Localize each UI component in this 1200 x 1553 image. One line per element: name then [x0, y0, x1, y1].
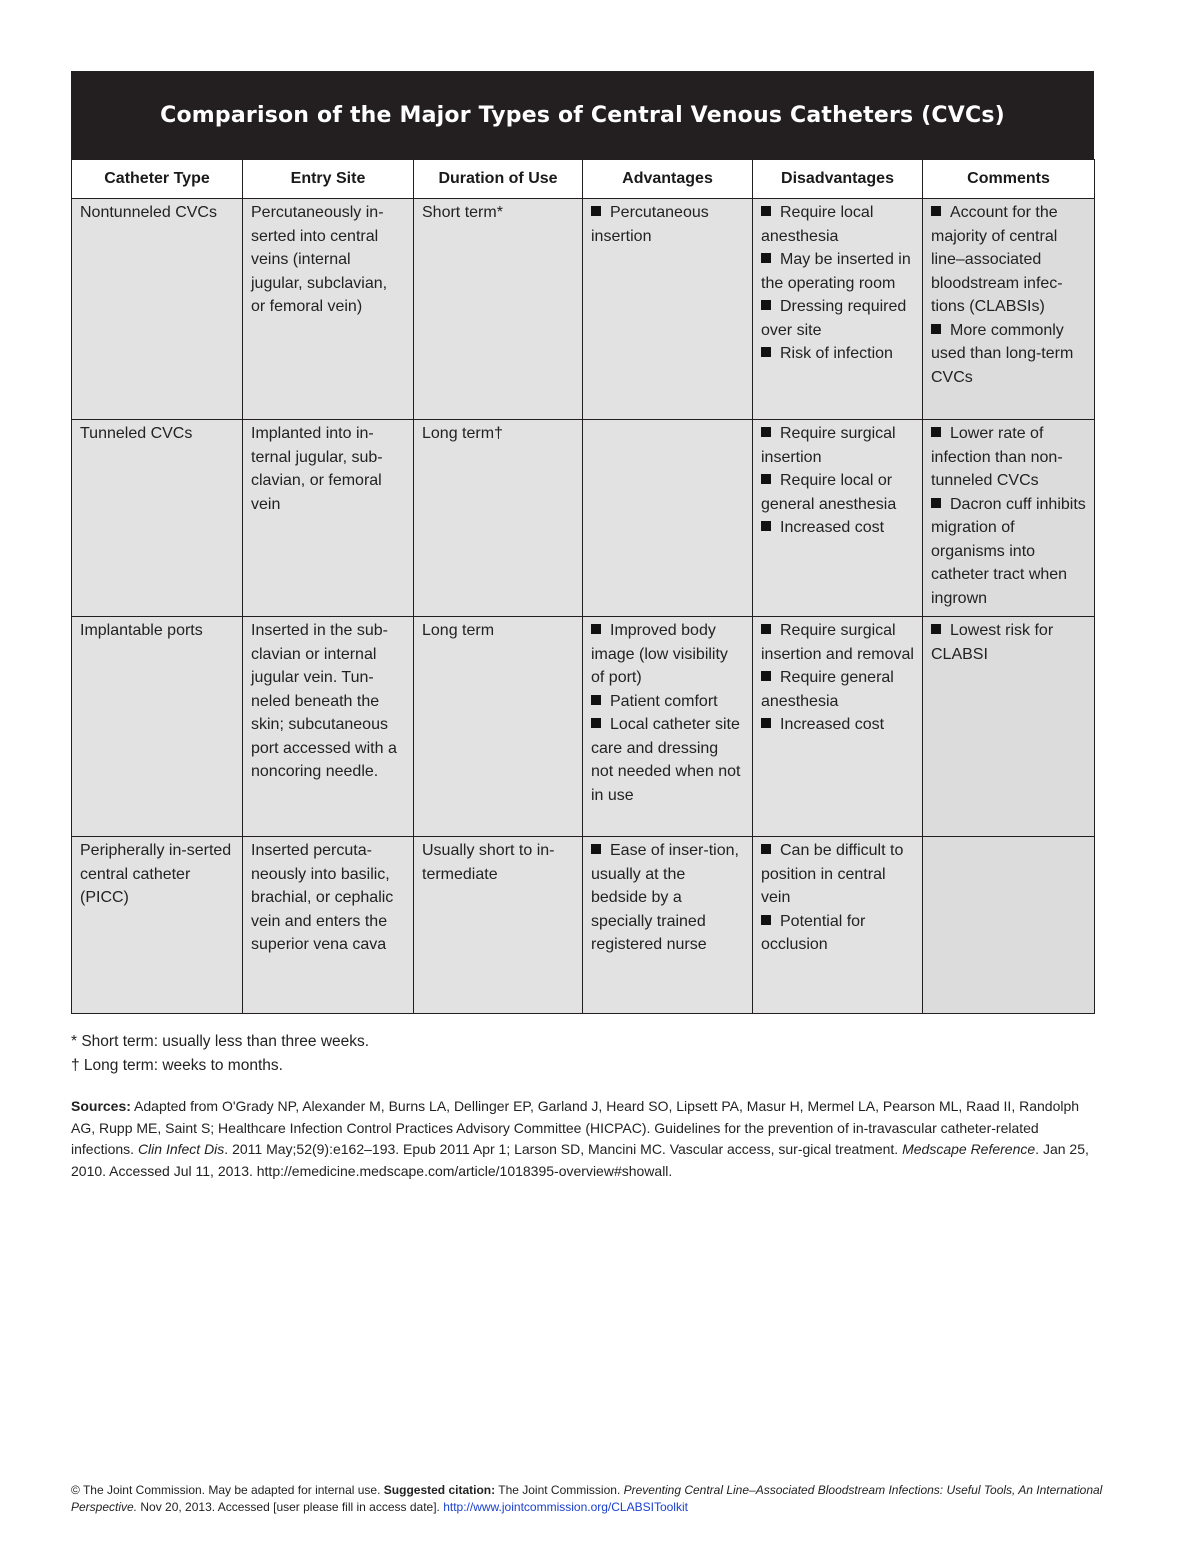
cell-comments: [923, 617, 1095, 837]
table-row: [72, 617, 1095, 837]
sources-label: Sources:: [71, 1098, 131, 1114]
cell-duration: Short term*: [414, 199, 583, 420]
citation-label: Suggested citation:: [383, 1483, 496, 1497]
toolkit-link[interactable]: http://www.jointcommission.org/CLABSIToolkit: [443, 1500, 688, 1514]
bullet-item: Lowest risk for CLABSI: [931, 622, 1054, 663]
sources-journal: Clin Infect Dis: [137, 1141, 225, 1157]
bullet-item: Local catheter site care and dressing not needed when not in use: [591, 716, 741, 804]
square-bullet-icon: [761, 347, 771, 357]
square-bullet-icon: [761, 718, 771, 728]
cell-advantages: [583, 199, 753, 420]
comparison-table: [71, 159, 1095, 1014]
sources-text: . Jan 25, 2010. Accessed Jul 11, 2013. http://emedicine.medscape.com/article/1018395-overview#showall.: [71, 1141, 1089, 1179]
page-title: Comparison of the Major Types of Central Venous Catheters (CVCs): [160, 102, 1005, 128]
square-bullet-icon: [591, 844, 601, 854]
header-comments: Comments: [923, 160, 1095, 199]
bullet-item: Require local or general anesthesia: [761, 472, 897, 513]
copyright-text: © The Joint Commission. May be adapted for internal use.: [71, 1483, 384, 1497]
cell-catheter-type: Peripherally in-serted central catheter (PICC): [72, 837, 243, 1014]
title-bar: [71, 71, 1094, 159]
bullet-item: Lower rate of infection than non-tunneled CVCs: [931, 425, 1063, 489]
bullet-item: Require surgical insertion: [761, 425, 896, 466]
footer-citation: [71, 1482, 1121, 1516]
cell-catheter-type: Tunneled CVCs: [72, 420, 243, 617]
header-entry-site: Entry Site: [243, 160, 414, 199]
footnote-short-term: * Short term: usually less than three weeks.: [71, 1033, 370, 1050]
bullet-item: Increased cost: [761, 516, 914, 540]
header-duration: Duration of Use: [414, 160, 583, 199]
cell-catheter-type: Nontunneled CVCs: [72, 199, 243, 420]
bullet-item: Can be difficult to position in central vein: [761, 842, 904, 906]
bullet-item: More commonly used than long-term CVCs: [931, 321, 1074, 386]
bullet-item: Potential for occlusion: [761, 912, 866, 953]
square-bullet-icon: [931, 427, 941, 437]
cell-entry-site: Percutaneously in-serted into central veins (internal jugular, subclavian, or femoral vein): [243, 199, 414, 420]
square-bullet-icon: [591, 624, 601, 634]
bullet-item: Increased cost: [761, 713, 914, 737]
square-bullet-icon: [761, 624, 771, 634]
square-bullet-icon: [931, 324, 941, 334]
bullet-item: Dacron cuff inhibits migration of organisms into catheter tract when ingrown: [931, 495, 1086, 607]
cell-duration: Usually short to in-termediate: [414, 837, 583, 1014]
square-bullet-icon: [761, 300, 771, 310]
cell-advantages: [583, 420, 753, 617]
square-bullet-icon: [591, 206, 601, 216]
cell-comments: [923, 837, 1095, 1014]
square-bullet-icon: [761, 521, 771, 531]
square-bullet-icon: [591, 695, 601, 705]
square-bullet-icon: [761, 206, 771, 216]
cell-disadvantages: [753, 420, 923, 617]
cell-entry-site: Implanted into in-ternal jugular, sub-clavian, or femoral vein: [243, 420, 414, 617]
cell-duration: Long term†: [414, 420, 583, 617]
cell-advantages: [583, 837, 753, 1014]
sources-text: Adapted from O'Grady NP, Alexander M, Burns LA, Dellinger EP, Garland J, Heard SO, Lipsett PA, Masur H, Mermel LA, Pearson ML, Raad II, Randolph AG, Rupp ME, Saint S; Healthcare Infection Control Practices Advisory Committee (HICPAC). Guidelines for the prevention of in-travascular catheter-related infections.: [71, 1098, 1080, 1157]
cell-advantages: [583, 617, 753, 837]
bullet-item: Risk of infection: [761, 342, 914, 366]
square-bullet-icon: [931, 624, 941, 634]
square-bullet-icon: [761, 474, 771, 484]
square-bullet-icon: [761, 671, 771, 681]
sources-reference: Medscape Reference: [902, 1141, 1036, 1157]
square-bullet-icon: [931, 206, 941, 216]
table-row: [72, 199, 1095, 420]
bullet-item: Require local anesthesia: [761, 204, 874, 245]
cell-comments: [923, 199, 1095, 420]
citation-org: The Joint Commission.: [495, 1483, 624, 1497]
citation-title: Preventing Central Line–Associated Bloodstream Infections: Useful Tools, An International Perspective.: [71, 1483, 1103, 1514]
citation-rest: Nov 20, 2013. Accessed [user please fill in access date].: [137, 1500, 444, 1514]
cell-comments: [923, 420, 1095, 617]
bullet-item: Dressing required over site: [761, 298, 907, 339]
footnote-long-term: † Long term: weeks to months.: [71, 1057, 283, 1074]
square-bullet-icon: [761, 427, 771, 437]
table-row: [72, 837, 1095, 1014]
bullet-item: Patient comfort: [591, 690, 744, 714]
header-advantages: Advantages: [583, 160, 753, 199]
cell-duration: Long term: [414, 617, 583, 837]
bullet-item: Percutaneous insertion: [591, 204, 709, 245]
square-bullet-icon: [761, 915, 771, 925]
sources-paragraph: [71, 1096, 1101, 1182]
bullet-item: Ease of inser-tion, usually at the bedside by a specially trained registered nurse: [591, 842, 739, 953]
bullet-item: Require surgical insertion and removal: [761, 622, 914, 663]
cell-disadvantages: [753, 617, 923, 837]
cell-entry-site: Inserted percuta-neously into basilic, brachial, or cephalic vein and enters the superior vena cava: [243, 837, 414, 1014]
header-row: [72, 160, 1095, 199]
cell-entry-site: Inserted in the sub-clavian or internal jugular vein. Tun-neled beneath the skin; subcutaneous port accessed with a noncoring needle.: [243, 617, 414, 837]
bullet-item: Require general anesthesia: [761, 669, 894, 710]
cell-disadvantages: [753, 199, 923, 420]
square-bullet-icon: [761, 253, 771, 263]
sources-text: . 2011 May;52(9):e162–193. Epub 2011 Apr 1; Larson SD, Mancini MC. Vascular access, sur-gical treatment.: [224, 1141, 903, 1157]
bullet-item: May be inserted in the operating room: [761, 251, 911, 292]
bullet-item: Improved body image (low visibility of port): [591, 622, 728, 686]
bullet-item: Account for the majority of central line–associated bloodstream infec-tions (CLABSIs): [931, 204, 1063, 315]
header-disadvantages: Disadvantages: [753, 160, 923, 199]
footnotes: [71, 1030, 1101, 1078]
header-catheter-type: Catheter Type: [72, 160, 243, 199]
table-row: [72, 420, 1095, 617]
square-bullet-icon: [761, 844, 771, 854]
cell-catheter-type: Implantable ports: [72, 617, 243, 837]
square-bullet-icon: [591, 718, 601, 728]
cell-disadvantages: [753, 837, 923, 1014]
square-bullet-icon: [931, 498, 941, 508]
